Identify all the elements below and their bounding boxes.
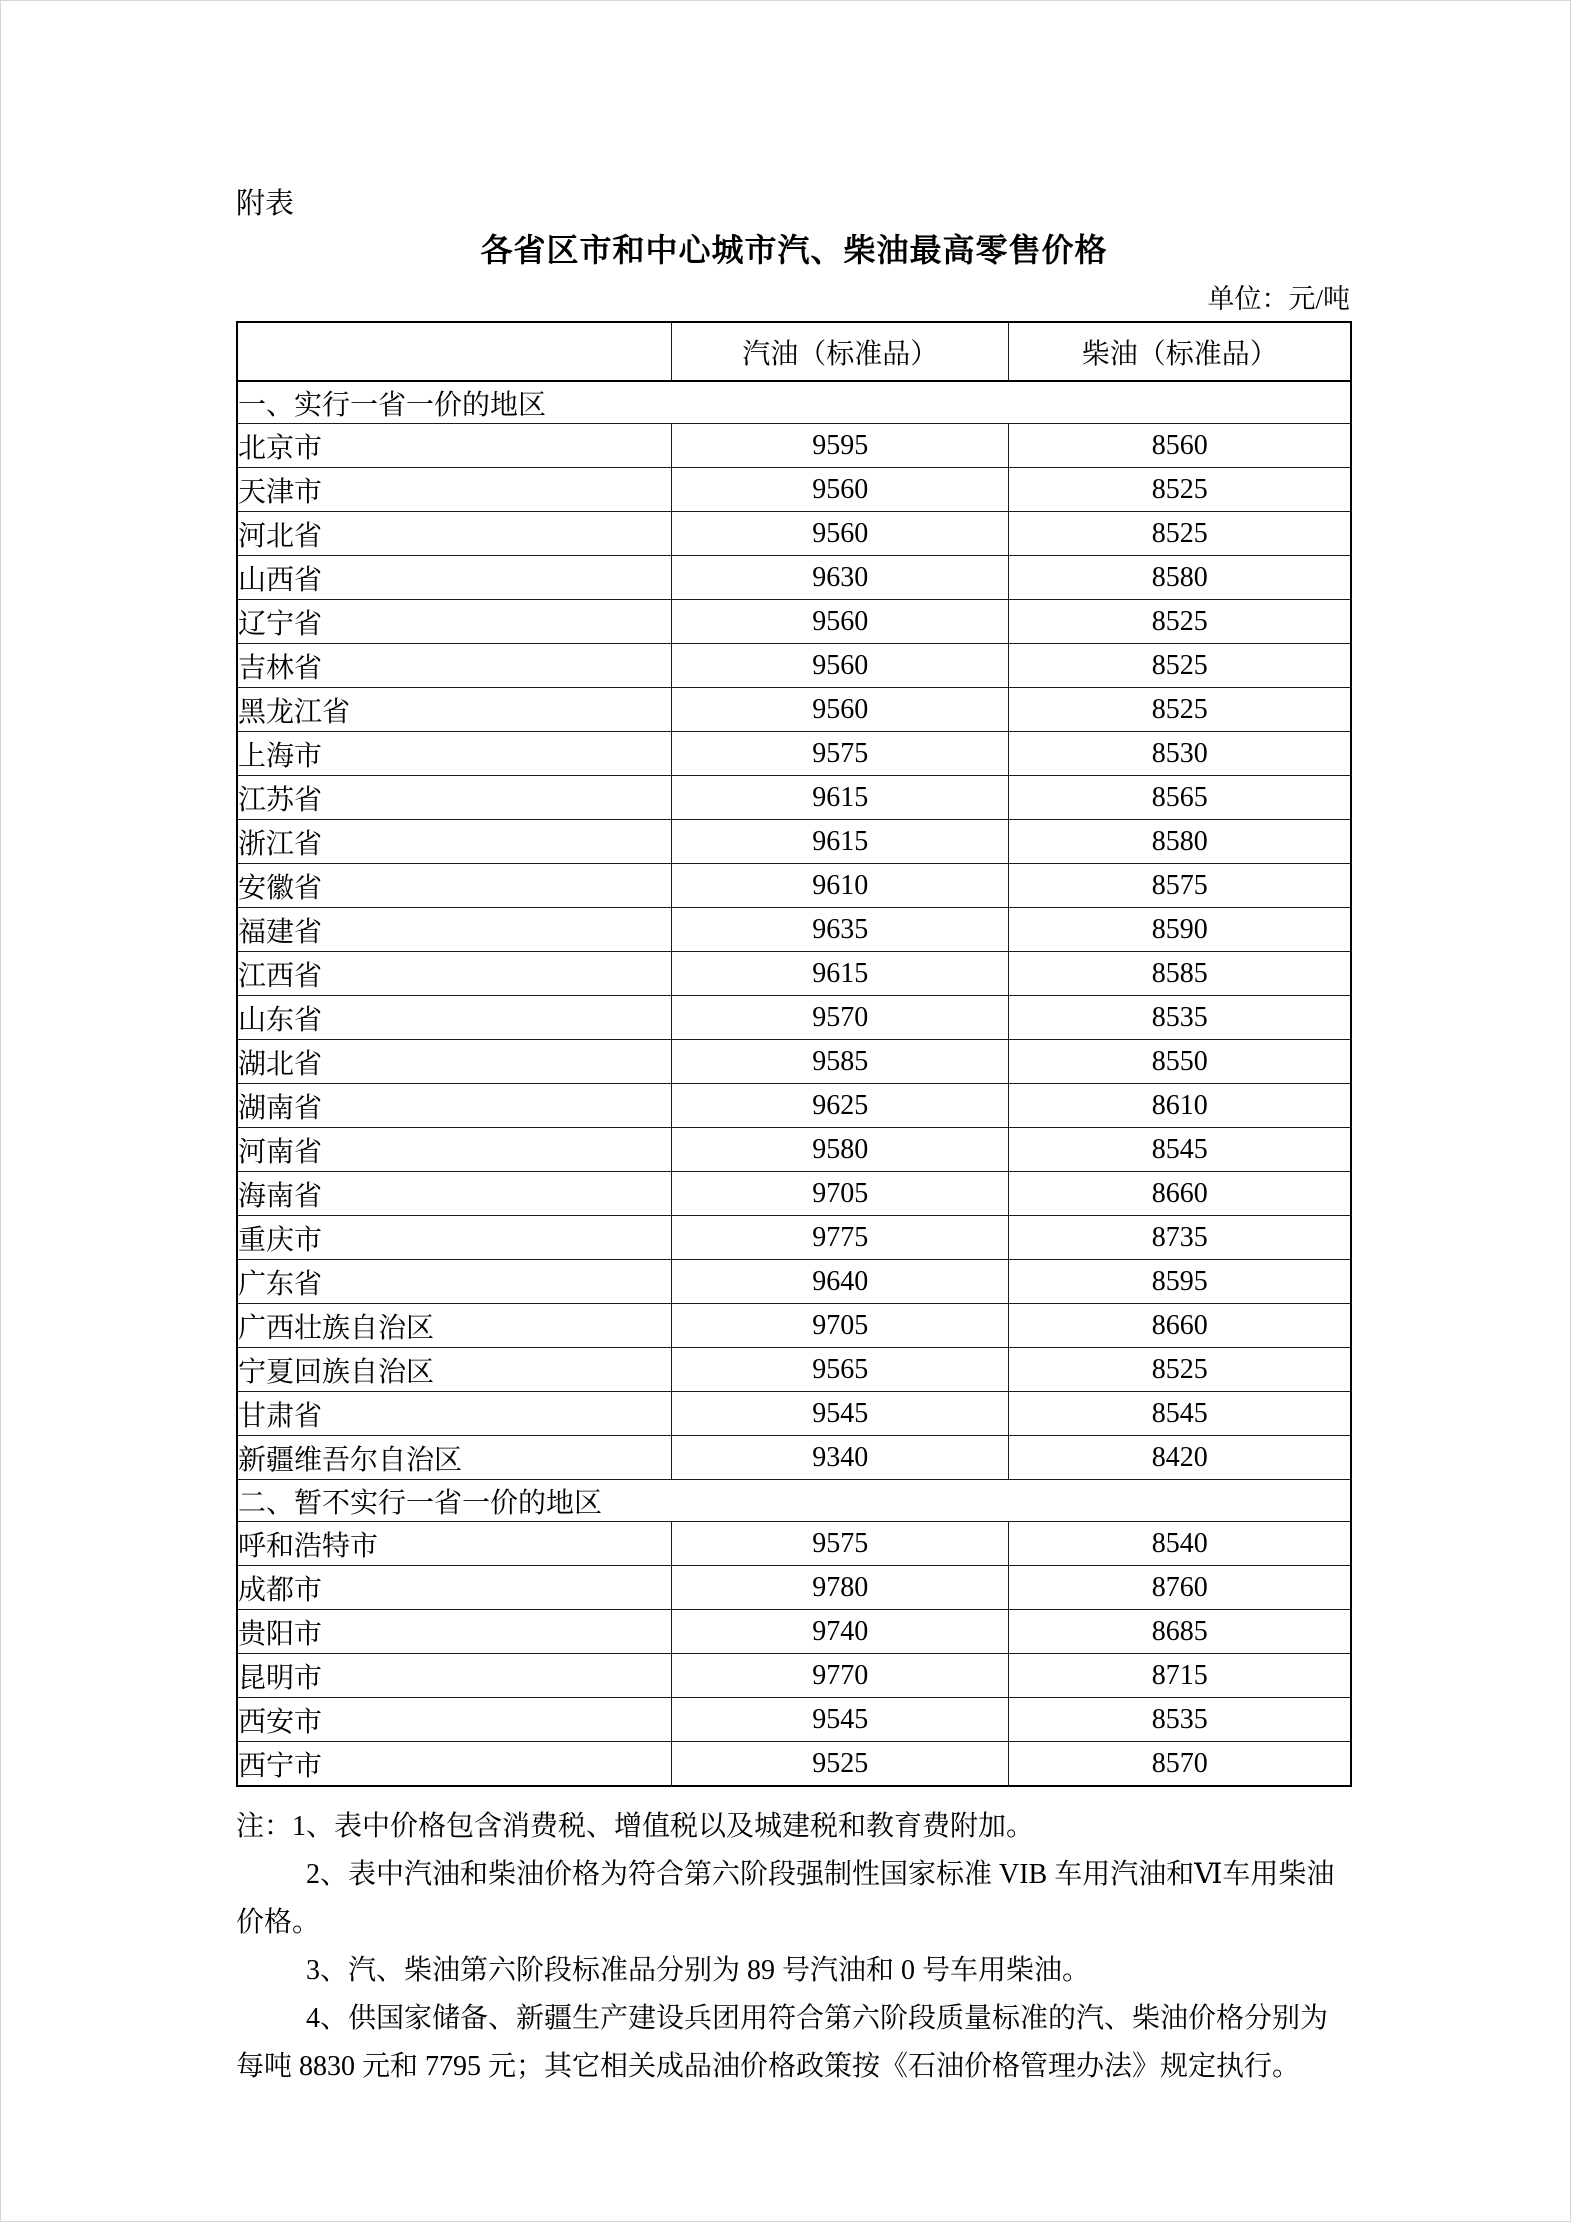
gasoline-column-header: 汽油（标准品） <box>671 322 1009 381</box>
diesel-price-cell: 8580 <box>1009 820 1351 864</box>
table-row <box>237 1040 1351 1084</box>
section-header-row <box>237 381 1351 424</box>
table-row <box>237 1172 1351 1216</box>
price-table <box>236 321 1352 1787</box>
table-row <box>237 1216 1351 1260</box>
unit-label: 单位：元/吨 <box>1207 284 1350 314</box>
diesel-price-cell: 8525 <box>1009 468 1351 512</box>
gasoline-price-cell: 9560 <box>671 512 1009 556</box>
region-cell: 黑龙江省 <box>237 688 671 732</box>
region-cell: 江西省 <box>237 952 671 996</box>
region-cell: 安徽省 <box>237 864 671 908</box>
region-cell: 福建省 <box>237 908 671 952</box>
gasoline-price-cell: 9560 <box>671 644 1009 688</box>
diesel-price-cell: 8525 <box>1009 688 1351 732</box>
gasoline-price-cell: 9595 <box>671 424 1009 468</box>
price-table-body <box>237 381 1351 1786</box>
table-row <box>237 1742 1351 1787</box>
diesel-price-cell: 8545 <box>1009 1392 1351 1436</box>
table-row <box>237 820 1351 864</box>
gasoline-price-cell: 9630 <box>671 556 1009 600</box>
diesel-price-cell: 8610 <box>1009 1084 1351 1128</box>
section-header-label: 二、暂不实行一省一价的地区 <box>237 1480 1351 1522</box>
gasoline-price-cell: 9340 <box>671 1436 1009 1480</box>
table-row <box>237 1348 1351 1392</box>
region-cell: 湖南省 <box>237 1084 671 1128</box>
region-cell: 北京市 <box>237 424 671 468</box>
diesel-price-cell: 8660 <box>1009 1304 1351 1348</box>
table-row <box>237 1566 1351 1610</box>
table-row <box>237 864 1351 908</box>
region-cell: 广西壮族自治区 <box>237 1304 671 1348</box>
region-cell: 重庆市 <box>237 1216 671 1260</box>
diesel-price-cell: 8585 <box>1009 952 1351 996</box>
diesel-price-cell: 8535 <box>1009 1698 1351 1742</box>
region-cell: 西宁市 <box>237 1742 671 1787</box>
diesel-price-cell: 8525 <box>1009 644 1351 688</box>
table-row <box>237 468 1351 512</box>
gasoline-price-cell: 9580 <box>671 1128 1009 1172</box>
region-cell: 呼和浩特市 <box>237 1522 671 1566</box>
gasoline-price-cell: 9615 <box>671 952 1009 996</box>
note-item-4: 4、供国家储备、新疆生产建设兵团用符合第六阶段质量标准的汽、柴油价格分别为每吨 8830 元和 7795 元；其它相关成品油价格政策按《石油价格管理办法》规定执行。 <box>236 2003 1329 2082</box>
attachment-label: 附表 <box>236 188 295 220</box>
diesel-price-cell: 8530 <box>1009 732 1351 776</box>
gasoline-price-cell: 9565 <box>671 1348 1009 1392</box>
diesel-price-cell: 8560 <box>1009 424 1351 468</box>
table-row <box>237 776 1351 820</box>
gasoline-price-cell: 9575 <box>671 1522 1009 1566</box>
table-row <box>237 1084 1351 1128</box>
region-cell: 宁夏回族自治区 <box>237 1348 671 1392</box>
note-prefix: 注： <box>236 1811 293 1842</box>
region-cell: 河南省 <box>237 1128 671 1172</box>
gasoline-price-cell: 9525 <box>671 1742 1009 1787</box>
gasoline-price-cell: 9775 <box>671 1216 1009 1260</box>
region-cell: 贵阳市 <box>237 1610 671 1654</box>
table-row <box>237 1392 1351 1436</box>
region-cell: 上海市 <box>237 732 671 776</box>
table-row <box>237 908 1351 952</box>
region-cell: 成都市 <box>237 1566 671 1610</box>
region-column-header <box>237 322 671 381</box>
diesel-price-cell: 8535 <box>1009 996 1351 1040</box>
gasoline-price-cell: 9560 <box>671 600 1009 644</box>
gasoline-price-cell: 9575 <box>671 732 1009 776</box>
table-row <box>237 644 1351 688</box>
table-row <box>237 1654 1351 1698</box>
document-content <box>236 187 1352 2091</box>
diesel-price-cell: 8540 <box>1009 1522 1351 1566</box>
table-row <box>237 1128 1351 1172</box>
table-header-row <box>237 322 1351 381</box>
table-row <box>237 1522 1351 1566</box>
region-cell: 湖北省 <box>237 1040 671 1084</box>
diesel-price-cell: 8525 <box>1009 512 1351 556</box>
region-cell: 天津市 <box>237 468 671 512</box>
diesel-column-header: 柴油（标准品） <box>1009 322 1351 381</box>
diesel-price-cell: 8715 <box>1009 1654 1351 1698</box>
region-cell: 辽宁省 <box>237 600 671 644</box>
gasoline-price-cell: 9585 <box>671 1040 1009 1084</box>
diesel-price-cell: 8590 <box>1009 908 1351 952</box>
diesel-price-cell: 8735 <box>1009 1216 1351 1260</box>
gasoline-price-cell: 9615 <box>671 820 1009 864</box>
diesel-price-cell: 8660 <box>1009 1172 1351 1216</box>
region-cell: 新疆维吾尔自治区 <box>237 1436 671 1480</box>
table-row <box>237 1260 1351 1304</box>
diesel-price-cell: 8580 <box>1009 556 1351 600</box>
table-row <box>237 600 1351 644</box>
region-cell: 吉林省 <box>237 644 671 688</box>
gasoline-price-cell: 9705 <box>671 1304 1009 1348</box>
gasoline-price-cell: 9780 <box>671 1566 1009 1610</box>
notes-block <box>236 1803 1352 2091</box>
note-item-1: 1、表中价格包含消费税、增值税以及城建税和教育费附加。 <box>292 1811 1035 1842</box>
gasoline-price-cell: 9625 <box>671 1084 1009 1128</box>
table-row <box>237 688 1351 732</box>
diesel-price-cell: 8595 <box>1009 1260 1351 1304</box>
table-row <box>237 512 1351 556</box>
gasoline-price-cell: 9545 <box>671 1392 1009 1436</box>
gasoline-price-cell: 9615 <box>671 776 1009 820</box>
diesel-price-cell: 8565 <box>1009 776 1351 820</box>
page-title: 各省区市和中心城市汽、柴油最高零售价格 <box>480 232 1108 268</box>
region-cell: 甘肃省 <box>237 1392 671 1436</box>
gasoline-price-cell: 9560 <box>671 688 1009 732</box>
gasoline-price-cell: 9610 <box>671 864 1009 908</box>
region-cell: 山西省 <box>237 556 671 600</box>
note-line <box>236 1803 1352 1851</box>
region-cell: 西安市 <box>237 1698 671 1742</box>
diesel-price-cell: 8525 <box>1009 600 1351 644</box>
table-row <box>237 424 1351 468</box>
gasoline-price-cell: 9560 <box>671 468 1009 512</box>
gasoline-price-cell: 9770 <box>671 1654 1009 1698</box>
region-cell: 山东省 <box>237 996 671 1040</box>
diesel-price-cell: 8525 <box>1009 1348 1351 1392</box>
diesel-price-cell: 8545 <box>1009 1128 1351 1172</box>
diesel-price-cell: 8760 <box>1009 1566 1351 1610</box>
diesel-price-cell: 8685 <box>1009 1610 1351 1654</box>
gasoline-price-cell: 9545 <box>671 1698 1009 1742</box>
gasoline-price-cell: 9570 <box>671 996 1009 1040</box>
table-row <box>237 1610 1351 1654</box>
table-row <box>237 996 1351 1040</box>
region-cell: 浙江省 <box>237 820 671 864</box>
diesel-price-cell: 8570 <box>1009 1742 1351 1787</box>
table-row <box>237 1698 1351 1742</box>
section-header-row <box>237 1480 1351 1522</box>
gasoline-price-cell: 9640 <box>671 1260 1009 1304</box>
region-cell: 河北省 <box>237 512 671 556</box>
table-row <box>237 1436 1351 1480</box>
section-header-label: 一、实行一省一价的地区 <box>237 381 1351 424</box>
region-cell: 海南省 <box>237 1172 671 1216</box>
table-row <box>237 732 1351 776</box>
diesel-price-cell: 8550 <box>1009 1040 1351 1084</box>
region-cell: 昆明市 <box>237 1654 671 1698</box>
note-item-3: 3、汽、柴油第六阶段标准品分别为 89 号汽油和 0 号车用柴油。 <box>306 1955 1091 1986</box>
table-row <box>237 1304 1351 1348</box>
note-item-2: 2、表中汽油和柴油价格为符合第六阶段强制性国家标准 VIB 车用汽油和Ⅵ车用柴油价格。 <box>236 1859 1335 1938</box>
table-row <box>237 556 1351 600</box>
region-cell: 广东省 <box>237 1260 671 1304</box>
diesel-price-cell: 8575 <box>1009 864 1351 908</box>
table-row <box>237 952 1351 996</box>
gasoline-price-cell: 9740 <box>671 1610 1009 1654</box>
diesel-price-cell: 8420 <box>1009 1436 1351 1480</box>
gasoline-price-cell: 9635 <box>671 908 1009 952</box>
gasoline-price-cell: 9705 <box>671 1172 1009 1216</box>
region-cell: 江苏省 <box>237 776 671 820</box>
